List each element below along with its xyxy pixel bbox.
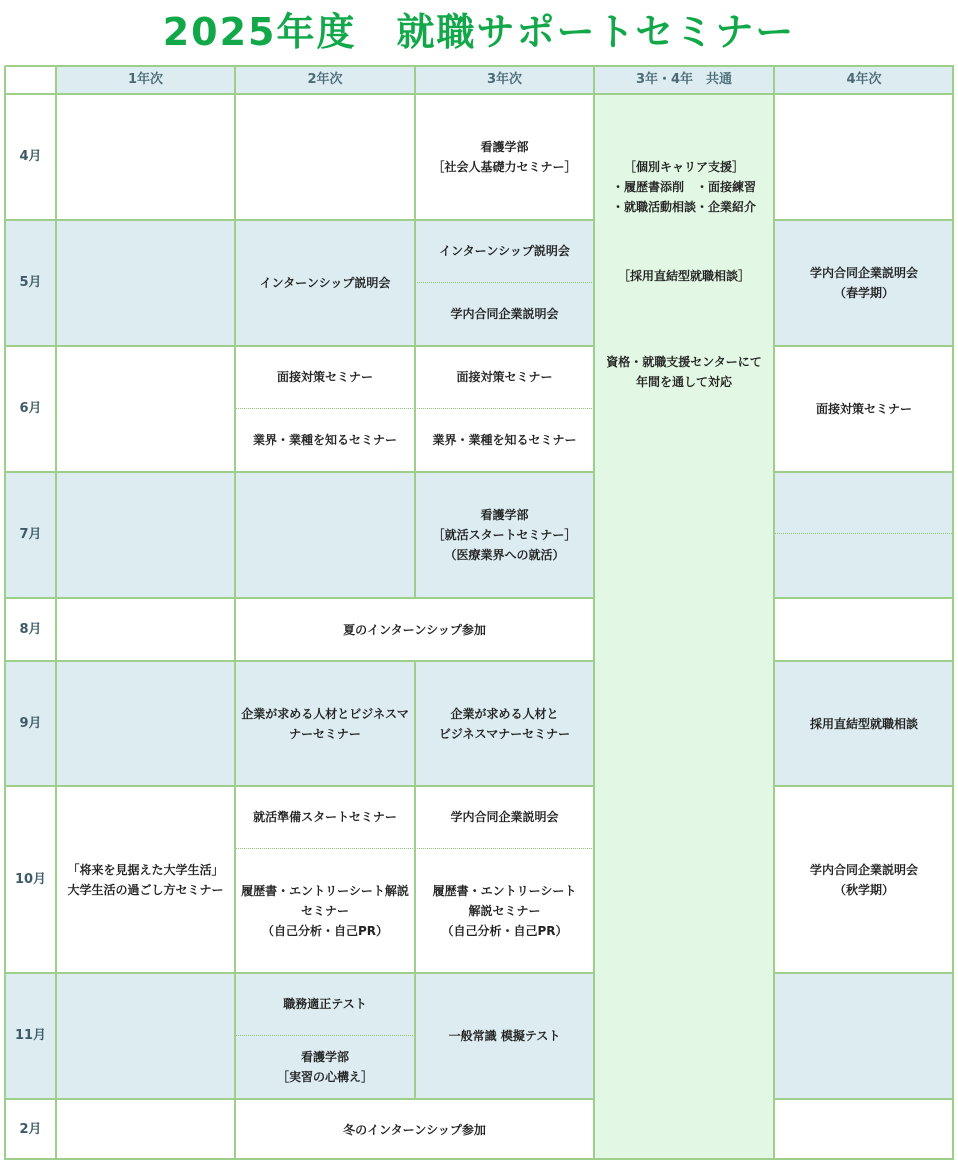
dotted-divider (415, 848, 594, 849)
header-year1: 1年次 (56, 66, 235, 94)
month-label-sep: 9月 (5, 661, 56, 786)
jun-year3-cell-b: 業界・業種を知るセミナー (415, 408, 594, 472)
header-year4: 4年次 (774, 66, 954, 94)
may-year3-cell-b: 学内合同企業説明会 (415, 282, 594, 346)
header-corner (5, 66, 56, 94)
common-support-column (594, 94, 774, 1160)
apr-year3-cell: 看護学部 ［社会人基礎力セミナー］ (415, 94, 594, 220)
may-year1-cell (56, 220, 235, 346)
feb-year4-cell (774, 1099, 954, 1160)
oct-year3-cell-a: 学内合同企業説明会 (415, 786, 594, 848)
jun-year4-cell: 面接対策セミナー (774, 346, 954, 472)
header-year2: 2年次 (235, 66, 415, 94)
dotted-divider (774, 533, 954, 534)
direct-hire-consultation: ［採用直結型就職相談］ (617, 269, 750, 283)
month-label-jul: 7月 (5, 472, 56, 598)
grid-line (5, 65, 954, 67)
apr-year2-cell (235, 94, 415, 220)
may-year3-cell-a: インターンシップ説明会 (415, 220, 594, 282)
grid-line (5, 345, 594, 347)
grid-line (5, 93, 954, 95)
month-label-aug: 8月 (5, 598, 56, 661)
grid-line (773, 66, 775, 1160)
may-year4-cell: 学内合同企業説明会 （春学期） (774, 220, 954, 346)
grid-line (774, 597, 954, 599)
dotted-divider (235, 408, 415, 409)
apr-year4-cell (774, 94, 954, 220)
sep-year1-cell (56, 661, 235, 786)
seminar-schedule-table (5, 66, 954, 1160)
month-label-jun: 6月 (5, 346, 56, 472)
grid-line (55, 66, 57, 1160)
oct-year2-cell-b: 履歴書・エントリーシート解説 セミナー （自己分析・自己PR） (235, 848, 415, 973)
grid-line (774, 972, 954, 974)
oct-year1-cell: 「将来を見据えた大学生活」 大学生活の過ごし方セミナー (56, 786, 235, 973)
grid-line (774, 219, 954, 221)
grid-line (774, 1098, 954, 1100)
dotted-divider (415, 282, 594, 283)
month-label-apr: 4月 (5, 94, 56, 220)
oct-year4-cell: 学内合同企業説明会 （秋学期） (774, 786, 954, 973)
jul-year2-cell (235, 472, 415, 598)
individual-career-support: ［個別キャリア支援］ ・履歴書添削 ・面接練習 ・就職活動相談・企業紹介 (611, 160, 756, 214)
grid-line (234, 66, 236, 1160)
dotted-divider (235, 1035, 415, 1036)
nov-year2-cell-a: 職務適正テスト (235, 973, 415, 1035)
dotted-divider (415, 408, 594, 409)
sep-year3-cell: 企業が求める人材と ビジネスマナーセミナー (415, 661, 594, 786)
jun-year3-cell-a: 面接対策セミナー (415, 346, 594, 408)
oct-year2-cell-a: 就活準備スタートセミナー (235, 786, 415, 848)
dotted-divider (235, 848, 415, 849)
grid-line (774, 785, 954, 787)
grid-line (5, 219, 594, 221)
grid-line (414, 661, 416, 1099)
jul-year3-cell: 看護学部 ［就活スタートセミナー］ （医療業界への就活） (415, 472, 594, 598)
aug-year1-cell (56, 598, 235, 661)
grid-line (774, 660, 954, 662)
month-label-nov: 11月 (5, 973, 56, 1099)
sep-year2-cell: 企業が求める人材とビジネスマ ナーセミナー (235, 661, 415, 786)
grid-line (774, 471, 954, 473)
nov-year4-cell (774, 973, 954, 1099)
nov-year3-cell: 一般常識 模擬テスト (415, 973, 594, 1099)
jul-year4-cell (774, 472, 954, 598)
oct-year3-cell-b: 履歴書・エントリーシート 解説セミナー （自己分析・自己PR） (415, 848, 594, 973)
jul-year1-cell (56, 472, 235, 598)
grid-line (5, 972, 594, 974)
grid-line (5, 597, 594, 599)
month-label-feb: 2月 (5, 1099, 56, 1160)
grid-line (593, 66, 595, 1160)
jun-year2-cell-a: 面接対策セミナー (235, 346, 415, 408)
month-label-oct: 10月 (5, 786, 56, 973)
page-title: 2025年度 就職サポートセミナー (162, 10, 796, 54)
grid-line (5, 660, 594, 662)
grid-line (774, 345, 954, 347)
sep-year4-cell: 採用直結型就職相談 (774, 661, 954, 786)
grid-line (5, 1098, 594, 1100)
grid-line (952, 66, 954, 1160)
aug-year4-cell (774, 598, 954, 661)
grid-line (414, 66, 416, 598)
grid-line (5, 1158, 954, 1160)
header-year3: 3年次 (415, 66, 594, 94)
nov-year2-cell-b: 看護学部 ［実習の心構え］ (235, 1035, 415, 1099)
grid-line (5, 785, 594, 787)
aug-year2-3-cell: 夏のインターンシップ参加 (235, 598, 594, 661)
nov-year1-cell (56, 973, 235, 1099)
month-label-may: 5月 (5, 220, 56, 346)
header-common: 3年・4年 共通 (594, 66, 774, 94)
grid-line (5, 471, 594, 473)
feb-year1-cell (56, 1099, 235, 1160)
apr-year1-cell (56, 94, 235, 220)
may-year2-cell: インターンシップ説明会 (235, 220, 415, 346)
center-year-round-support: 資格・就職支援センターにて 年間を通して対応 (606, 355, 762, 389)
jun-year1-cell (56, 346, 235, 472)
grid-line (4, 66, 6, 1160)
jun-year2-cell-b: 業界・業種を知るセミナー (235, 408, 415, 472)
feb-year2-3-cell: 冬のインターンシップ参加 (235, 1099, 594, 1160)
